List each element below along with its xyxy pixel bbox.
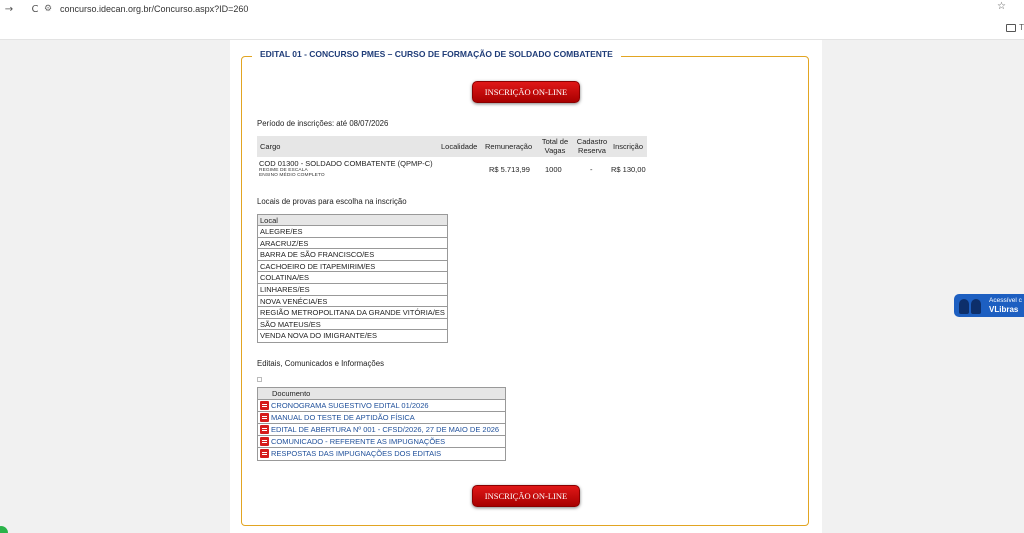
table-row[interactable]: [258, 424, 505, 436]
table-row: [257, 158, 647, 182]
pdf-icon: [260, 437, 269, 446]
bookmarks-bar: [0, 18, 1024, 40]
table-row: LINHARES/ES: [258, 284, 447, 296]
periodo-inscricoes: Período de inscrições: até 08/07/2026: [257, 119, 389, 128]
table-row[interactable]: [258, 436, 505, 448]
cargo-name: COD 01300 - SOLDADO COMBATENTE (QPMP-C): [259, 159, 433, 168]
col-cargo: Cargo: [260, 142, 281, 151]
page-content: [230, 40, 822, 533]
table-row[interactable]: [258, 448, 505, 460]
folder-icon[interactable]: [1006, 24, 1016, 32]
url-text: concurso.idecan.org.br/Concurso.aspx?ID=260: [60, 3, 249, 14]
pdf-icon: [260, 401, 269, 410]
cargo-regime: REGIME DE ESCALA: [259, 168, 308, 173]
col-remuneracao: Remuneração: [485, 142, 533, 151]
cargo-table-header: [257, 136, 647, 157]
table-row: VENDA NOVA DO IMIGRANTE/ES: [260, 331, 377, 341]
col-inscricao: Inscrição: [613, 142, 644, 151]
reload-icon[interactable]: C: [31, 3, 39, 15]
cargo-escolaridade: ENSINO MÉDIO COMPLETO: [259, 173, 325, 178]
vlibras-caption: Acessível c: [989, 297, 1022, 304]
pdf-icon: [260, 449, 269, 458]
pdf-icon: [260, 413, 269, 422]
table-row[interactable]: [258, 400, 505, 412]
address-bar[interactable]: [44, 1, 1014, 16]
site-info-icon[interactable]: ⚙: [44, 3, 53, 14]
doc-link-manual-taf[interactable]: MANUAL DO TESTE DE APTIDÃO FÍSICA: [271, 412, 415, 422]
forward-icon[interactable]: →: [4, 3, 14, 15]
vlibras-label: VLibras: [989, 305, 1019, 314]
bookmark-star-icon[interactable]: ☆: [997, 1, 1006, 12]
cargo-cadastro: -: [590, 165, 593, 174]
inscricao-online-button-top[interactable]: INSCRIÇÃO ON-LINE: [472, 81, 580, 103]
doc-link-comunicado[interactable]: COMUNICADO - REFERENTE AS IMPUGNAÇÕES: [271, 436, 446, 446]
col-localidade: Localidade: [441, 142, 478, 151]
table-row: REGIÃO METROPOLITANA DA GRANDE VITÓRIA/ES: [258, 307, 447, 319]
bookmark-folder-label[interactable]: T: [1019, 23, 1024, 32]
doc-link-cronograma[interactable]: CRONOGRAMA SUGESTIVO EDITAL 01/2026: [271, 400, 429, 410]
col-cadastro-line1: Cadastro: [576, 137, 608, 146]
editais-title: Editais, Comunicados e Informações: [257, 359, 384, 368]
cargo-remuneracao: R$ 5.713,99: [489, 165, 530, 174]
vlibras-widget[interactable]: [954, 294, 1024, 317]
col-total-vagas-line1: Total de: [541, 137, 569, 146]
table-row: NOVA VENÉCIA/ES: [258, 296, 447, 308]
col-cadastro-line2: Reserva: [578, 146, 606, 155]
pdf-icon: [260, 425, 269, 434]
locais-table: [257, 214, 448, 343]
cargo-inscricao-valor: R$ 130,00: [611, 165, 646, 174]
locais-title: Locais de provas para escolha na inscrição: [257, 197, 407, 206]
floating-chat-icon[interactable]: [0, 526, 8, 533]
collapse-icon[interactable]: [257, 377, 262, 382]
col-cadastro-reserva: [575, 137, 609, 155]
table-row: COLATINA/ES: [258, 272, 447, 284]
table-row: SÃO MATEUS/ES: [258, 319, 447, 331]
locais-header: Local: [258, 215, 447, 226]
table-row: ARACRUZ/ES: [258, 238, 447, 250]
concurso-panel: [241, 49, 809, 526]
doc-link-respostas[interactable]: RESPOSTAS DAS IMPUGNAÇÕES DOS EDITAIS: [271, 449, 442, 458]
vlibras-avatar-icon: [958, 297, 984, 314]
doc-link-edital-abertura[interactable]: EDITAL DE ABERTURA Nº 001 - CFSD/2026, 27 DE MAIO DE 2026: [271, 424, 500, 434]
col-total-vagas-line2: Vagas: [544, 146, 566, 155]
inscricao-online-button-bottom[interactable]: INSCRIÇÃO ON-LINE: [472, 485, 580, 507]
documentos-header: Documento: [258, 388, 505, 400]
table-row[interactable]: [258, 412, 505, 424]
panel-title: EDITAL 01 - CONCURSO PMES – CURSO DE FORMAÇÃO DE SOLDADO COMBATENTE: [252, 49, 621, 59]
cargo-vagas: 1000: [545, 165, 562, 174]
documentos-table: [257, 387, 506, 461]
table-row: ALEGRE/ES: [258, 226, 447, 238]
col-total-vagas: [540, 137, 570, 155]
table-row: BARRA DE SÃO FRANCISCO/ES: [258, 249, 447, 261]
table-row: CACHOEIRO DE ITAPEMIRIM/ES: [258, 261, 447, 273]
